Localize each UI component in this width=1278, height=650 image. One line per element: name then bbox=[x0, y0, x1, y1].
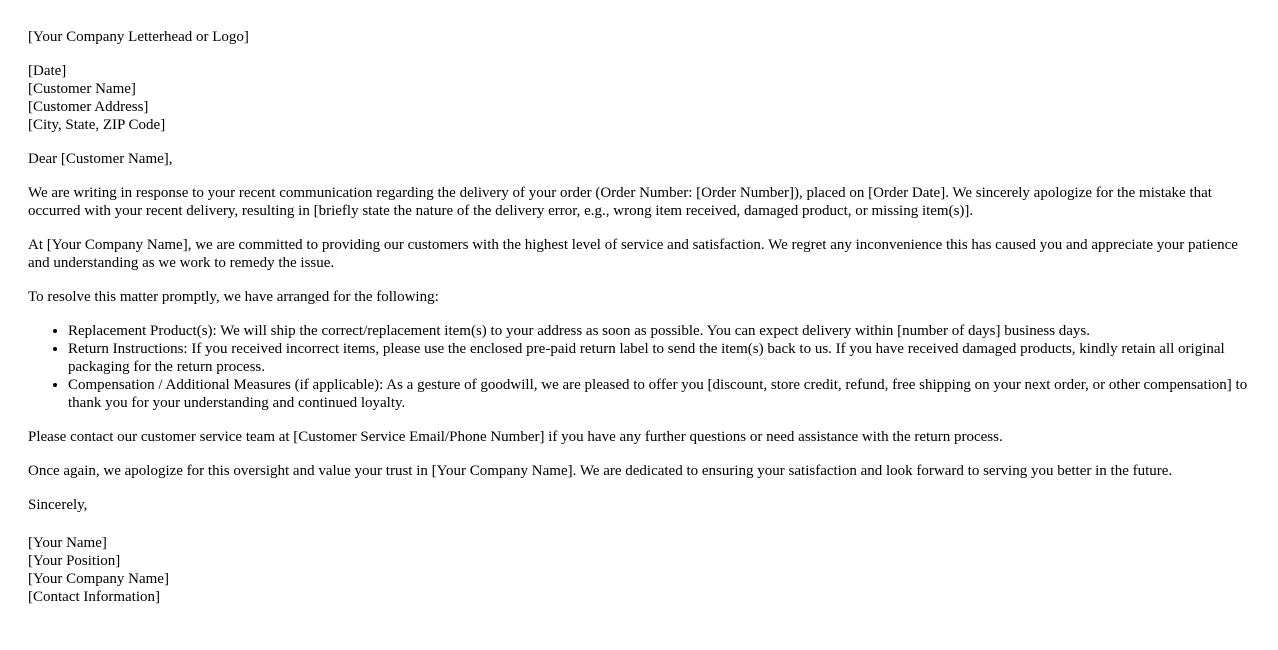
paragraph-resolution-intro: To resolve this matter promptly, we have arranged for the following: bbox=[28, 289, 439, 305]
paragraph-commitment: At [Your Company Name], we are committed to providing our customers with the highest level of service and satisfaction. We regret any inconvenience this has caused you and appreciate your patience and understanding as we work to remedy the issue. bbox=[28, 237, 1238, 271]
letterhead: [Your Company Letterhead or Logo] bbox=[28, 29, 249, 45]
signer-position: [Your Position] bbox=[28, 553, 121, 569]
signer-name: [Your Name] bbox=[28, 535, 107, 551]
signer-company: [Your Company Name] bbox=[28, 571, 169, 587]
list-item-compensation: • Compensation / Additional Measures (if applicable): As a gesture of goodwill, we are pleased to offer you [discount, store credit, refund, free shipping on your next order, or other compensation] to thank you for your understanding and continued loyalty. bbox=[68, 376, 1250, 412]
signoff: Sincerely, bbox=[28, 497, 88, 513]
list-item-return: • Return Instructions: If you received incorrect items, please use the enclosed pre-paid return label to send the item(s) back to us. If you have received damaged products, kindly retain all original packaging for the return process. bbox=[68, 340, 1250, 376]
paragraph-apology: Once again, we apologize for this oversight and value your trust in [Your Company Name]. We are dedicated to ensuring your satisfaction and look forward to serving you better in the future. bbox=[28, 463, 1173, 479]
paragraph-order-reference: We are writing in response to your recent communication regarding the delivery of your order (Order Number: [Order Number]), placed on [Order Date]. We sincerely apologize for the mistake that occurred with your recent delivery, resulting in [briefly state the nature of the delivery error, e.g., wrong item received, damaged product, or missing item(s)]. bbox=[28, 185, 1212, 219]
recipient-block bbox=[28, 62, 1250, 134]
customer-city: [City, State, ZIP Code] bbox=[28, 117, 166, 133]
signer-contact: [Contact Information] bbox=[28, 589, 161, 605]
resolution-list bbox=[28, 322, 1250, 412]
customer-address: [Customer Address] bbox=[28, 99, 149, 115]
signature-block bbox=[28, 534, 1250, 606]
paragraph-contact: Please contact our customer service team at [Customer Service Email/Phone Number] if you have any further questions or need assistance with the return process. bbox=[28, 429, 1003, 445]
list-item-replacement: • Replacement Product(s): We will ship the correct/replacement item(s) to your address as soon as possible. You can expect delivery within [number of days] business days. bbox=[68, 322, 1250, 340]
salutation: Dear [Customer Name], bbox=[28, 151, 173, 167]
letter-date: [Date] bbox=[28, 63, 67, 79]
customer-name: [Customer Name] bbox=[28, 81, 136, 97]
